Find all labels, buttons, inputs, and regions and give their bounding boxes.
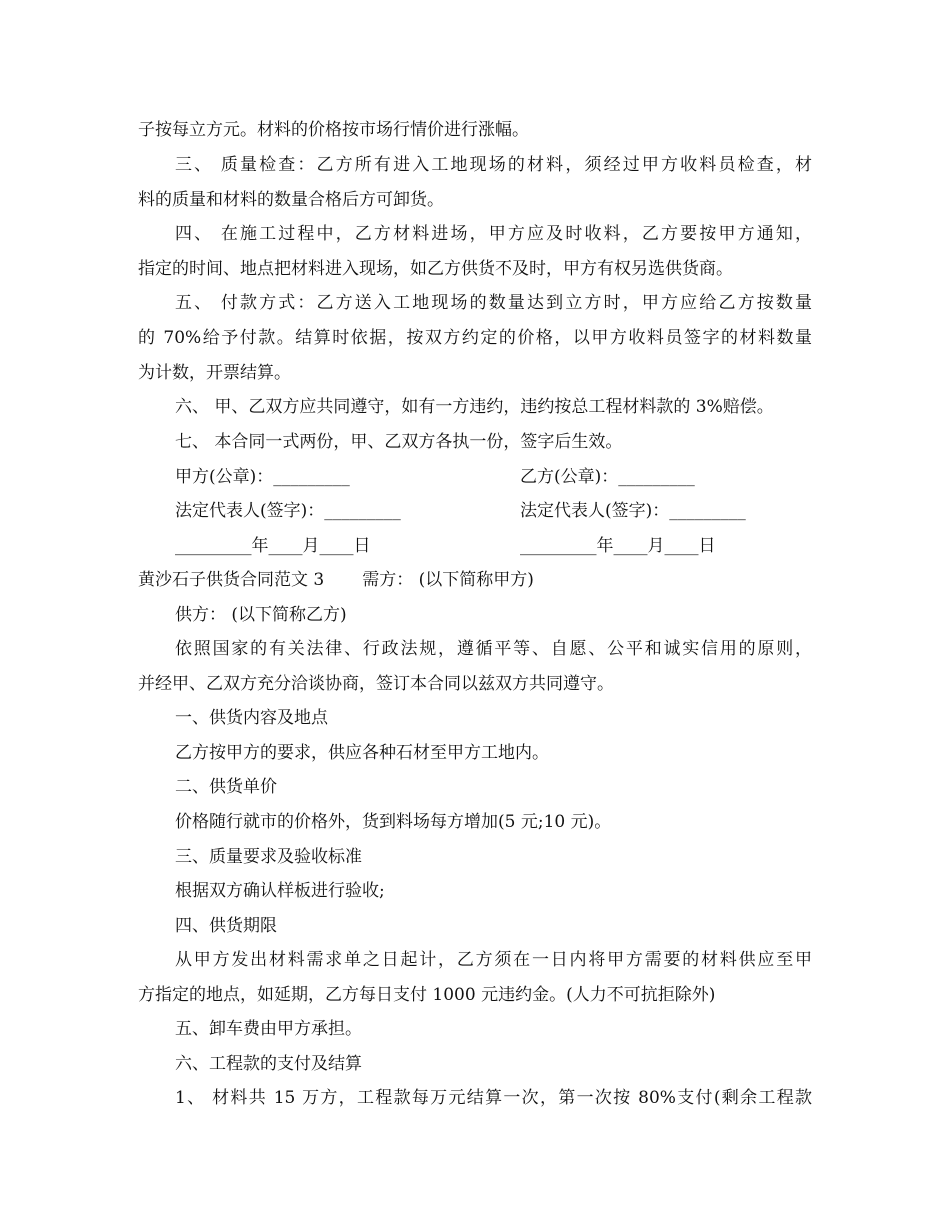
supplier-line: 供方： (以下简称乙方) [175, 605, 347, 625]
section-text: 乙方按甲方的要求，供应各种石材至甲方工地内。 [175, 743, 549, 763]
section-text: 从甲方发出材料需求单之日起计，乙方须在一日内将甲方需要的材料供应至甲 [175, 950, 812, 970]
party-a-representative: 法定代表人(签字)：_________ [175, 501, 401, 521]
paragraph-line: 子按每立方元。材料的价格按市场行情价进行涨幅。 [138, 120, 529, 140]
clause-5-payment: 五、 付款方式：乙方送入工地现场的数量达到立方时，甲方应给乙方按数量 [175, 293, 812, 313]
clause-6-breach: 六、 甲、乙双方应共同遵守，如有一方违约，违约按总工程材料款的 3%赔偿。 [175, 397, 774, 417]
section-heading: 四、供货期限 [175, 916, 277, 936]
preamble-line: 依照国家的有关法律、行政法规，遵循平等、自愿、公平和诚实信用的原则， [175, 639, 812, 659]
paragraph-line: 的 70%给予付款。结算时依据，按双方约定的价格，以甲方收料员签字的材料数量 [138, 328, 812, 348]
party-b-seal: 乙方(公章)：_________ [520, 467, 695, 487]
section-text: 方指定的地点，如延期，乙方每日支付 1000 元违约金。(人力不可抗拒除外) [138, 985, 716, 1005]
preamble-line: 并经甲、乙双方充分洽谈协商，签订本合同以兹双方共同遵守。 [138, 674, 614, 694]
section-text: 价格随行就市的价格外，货到料场每方增加(5 元;10 元)。 [175, 812, 612, 832]
clause-4-construction: 四、 在施工过程中，乙方材料进场，甲方应及时收料，乙方要按甲方通知， [175, 224, 812, 244]
party-a-seal: 甲方(公章)：_________ [175, 467, 350, 487]
contract3-title: 黄沙石子供货合同范文 3 [138, 570, 325, 590]
buyer-line: 需方： (以下简称甲方) [362, 570, 534, 590]
section-heading: 六、工程款的支付及结算 [175, 1054, 362, 1074]
section-heading: 三、质量要求及验收标准 [175, 847, 362, 867]
section-text: 1、 材料共 15 万方，工程款每万元结算一次，第一次按 80%支付(剩余工程款 [175, 1088, 812, 1108]
party-b-representative: 法定代表人(签字)：_________ [520, 501, 746, 521]
section-text: 根据双方确认样板进行验收; [175, 881, 385, 901]
party-a-date: _________年____月____日 [175, 536, 371, 556]
paragraph-line: 为计数，开票结算。 [138, 363, 291, 383]
contract3-heading-line [138, 568, 534, 592]
paragraph-line: 料的质量和材料的数量合格后方可卸货。 [138, 190, 444, 210]
clause-7-copies: 七、 本合同一式两份，甲、乙双方各执一份，签字后生效。 [175, 432, 623, 452]
section-heading: 五、卸车费由甲方承担。 [175, 1019, 362, 1039]
clause-3-quality-check: 三、 质量检查：乙方所有进入工地现场的材料，须经过甲方收料员检查，材 [175, 155, 812, 175]
paragraph-line: 指定的时间、地点把材料进入现场，如乙方供货不及时，甲方有权另选供货商。 [138, 259, 733, 279]
section-heading: 二、供货单价 [175, 777, 277, 797]
party-b-date: _________年____月____日 [520, 536, 716, 556]
section-heading: 一、供货内容及地点 [175, 708, 328, 728]
